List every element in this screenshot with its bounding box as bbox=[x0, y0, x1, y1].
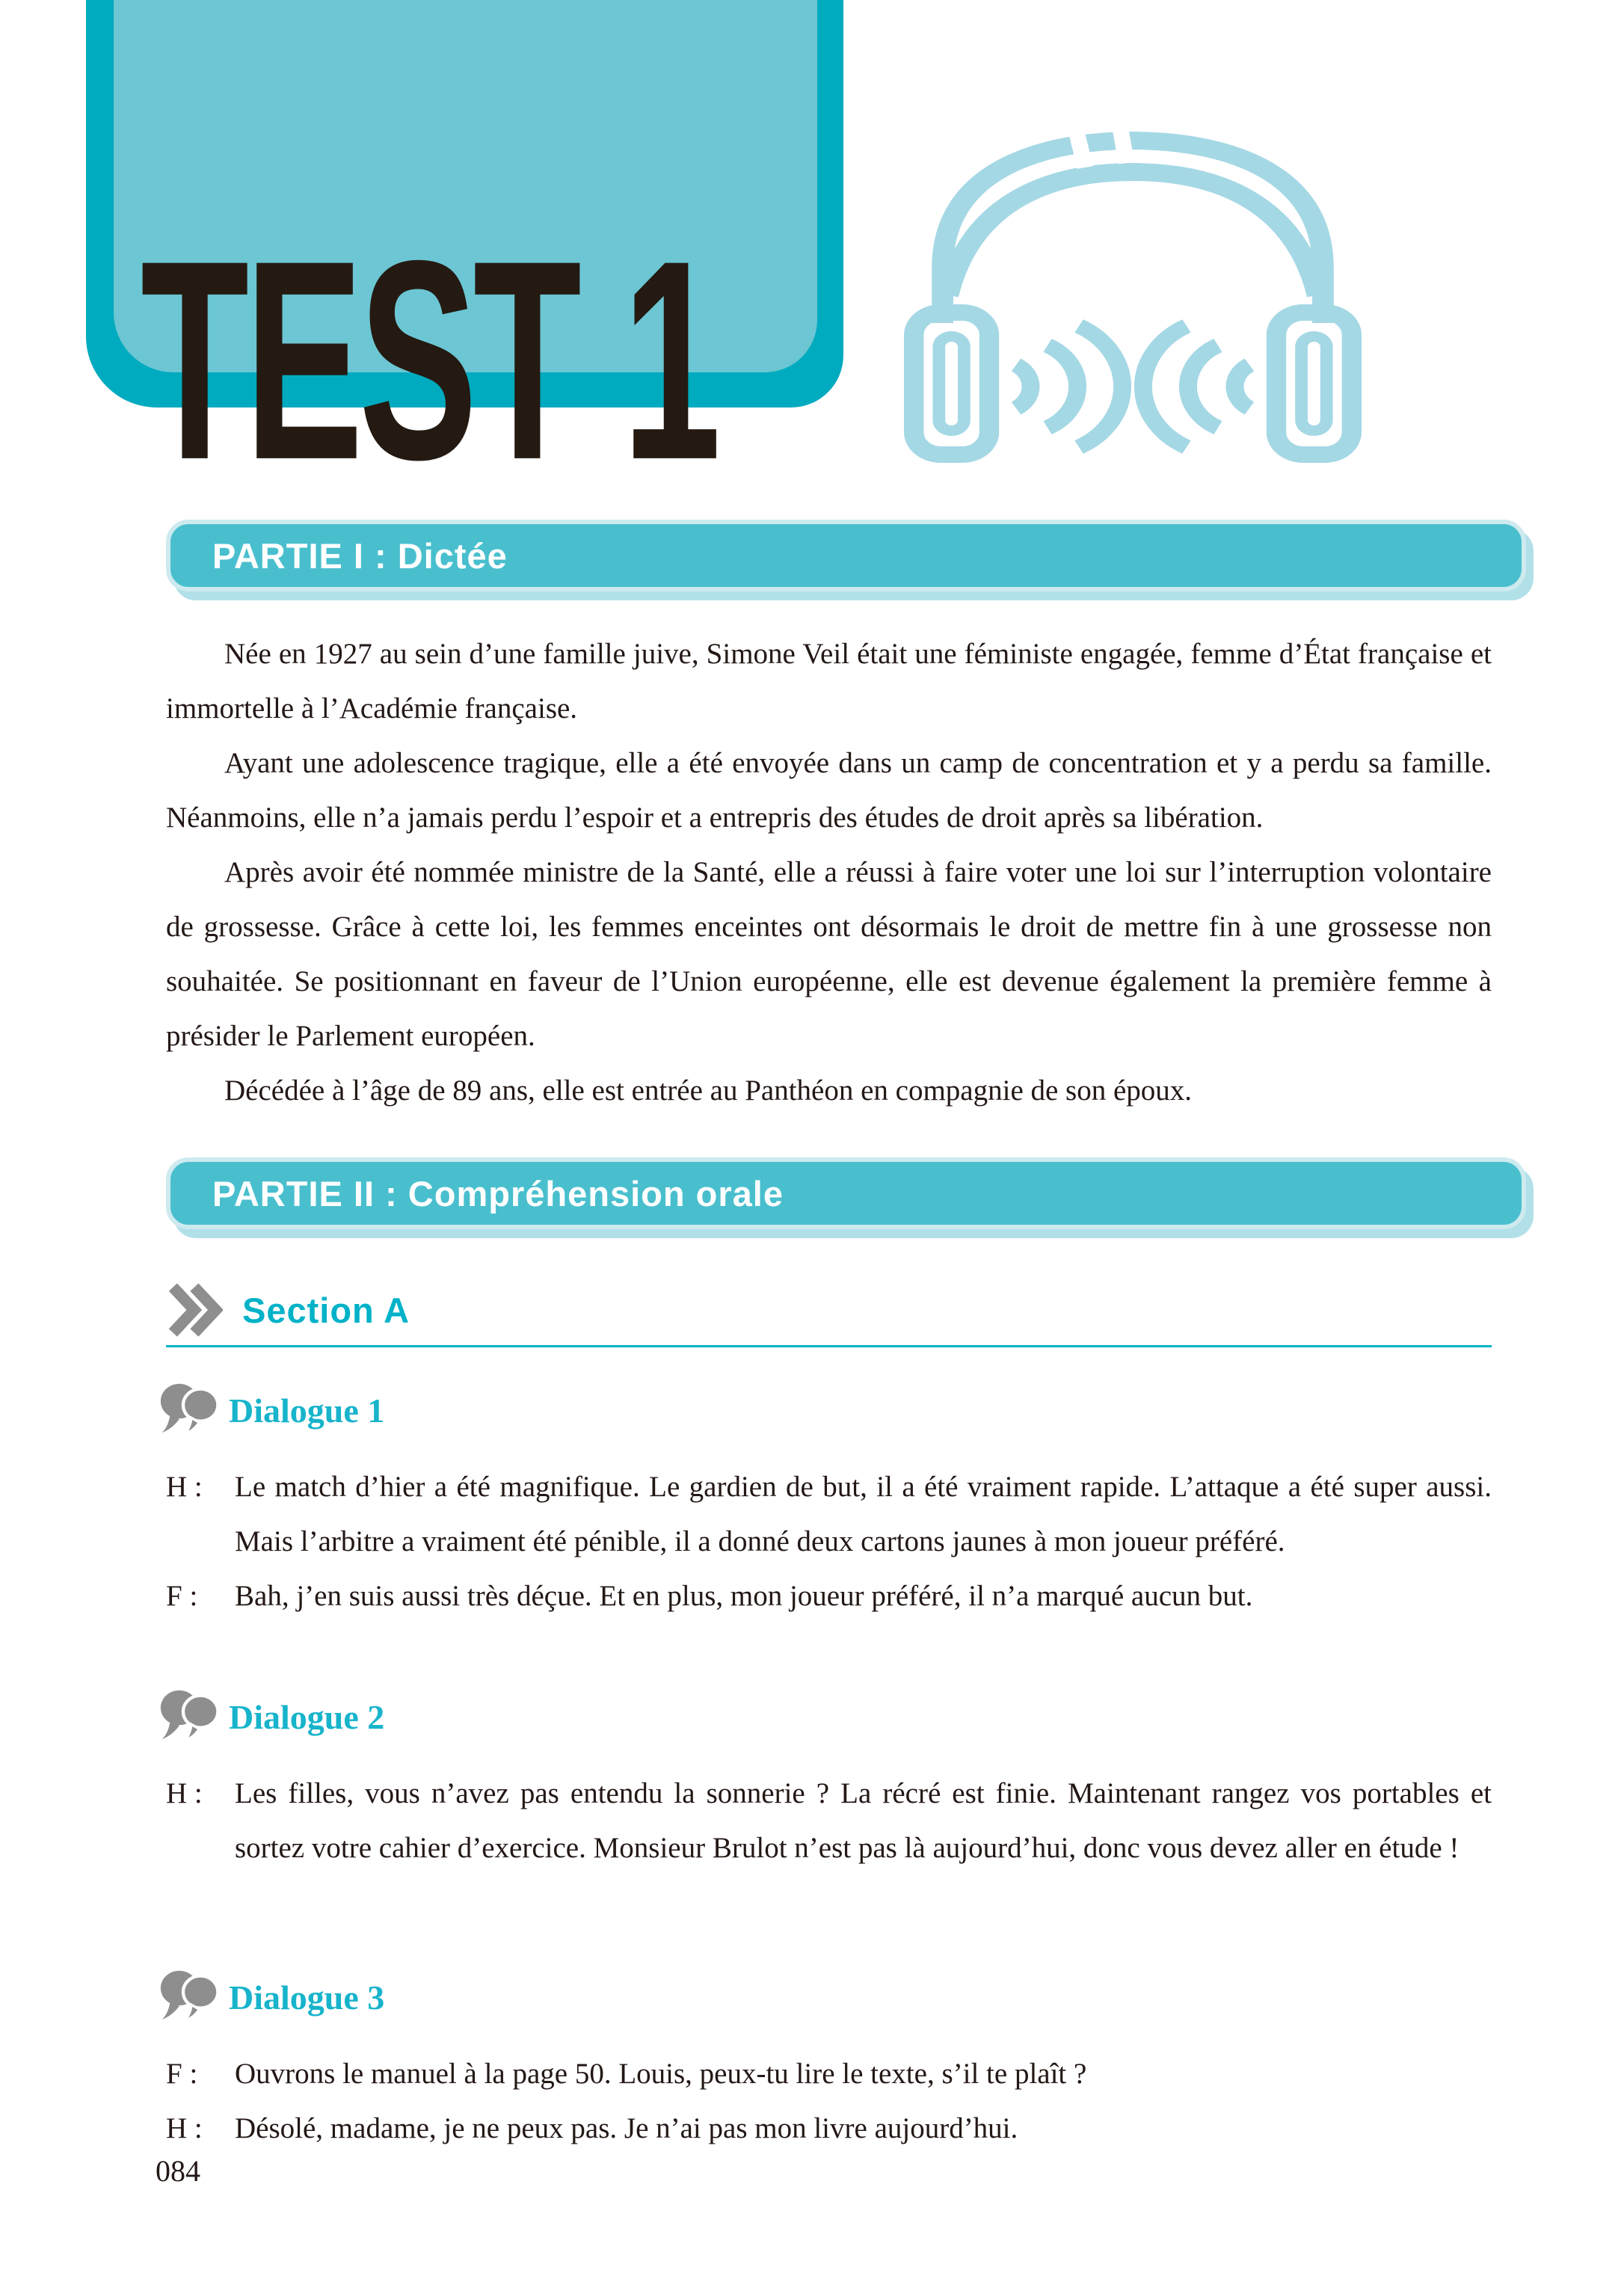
speech-bubbles-icon bbox=[160, 1688, 224, 1745]
dialogue3-text bbox=[166, 2046, 1492, 2156]
dialogue-title: Dialogue 2 bbox=[229, 1697, 385, 1736]
speaker-label: F : bbox=[166, 2058, 198, 2090]
dictee-paragraph: Née en 1927 au sein d’une famille juive, Simone Veil était une féministe engagée, femme d’État française et immortelle à l’Académie française. bbox=[166, 638, 1492, 725]
turn-text: Le match d’hier a été magnifique. Le gardien de but, il a été vraiment rapide. L’attaque a été super aussi. Mais l’arbitre a vraiment été pénible, il a donné deux cartons jaunes à mon joueur préféré. bbox=[235, 1471, 1492, 1557]
page-number: 084 bbox=[156, 2154, 200, 2188]
section-title: Section A bbox=[242, 1290, 410, 1330]
dictee-paragraph: Ayant une adolescence tragique, elle a été envoyée dans un camp de concentration et y a perdu sa famille. Néanmoins, elle n’a jamais perdu l’espoir et a entrepris des études de droit après sa libération. bbox=[166, 747, 1492, 834]
speaker-label: F : bbox=[166, 1580, 198, 1612]
dialogue-turn bbox=[166, 2046, 1492, 2101]
dialogue2-text bbox=[166, 1766, 1492, 1875]
dialogue1-heading bbox=[160, 1382, 384, 1439]
dialogue-title: Dialogue 1 bbox=[229, 1391, 385, 1430]
partie2-title: PARTIE II : Compréhension orale bbox=[212, 1173, 784, 1214]
dialogue-title: Dialogue 3 bbox=[229, 1978, 385, 2017]
dictee-paragraph: Décédée à l’âge de 89 ans, elle est entrée au Panthéon en compagnie de son époux. bbox=[224, 1074, 1193, 1107]
speaker-label: H : bbox=[166, 1471, 203, 1503]
section-a-heading bbox=[163, 1280, 410, 1340]
turn-text: Ouvrons le manuel à la page 50. Louis, peux-tu lire le texte, s’il te plaît ? bbox=[235, 2058, 1087, 2090]
turn-text: Désolé, madame, je ne peux pas. Je n’ai pas mon livre aujourd’hui. bbox=[235, 2112, 1018, 2144]
dialogue-turn bbox=[166, 1766, 1492, 1875]
partie2-banner bbox=[166, 1157, 1526, 1229]
speech-bubbles-icon bbox=[160, 1382, 224, 1439]
section-divider bbox=[166, 1345, 1492, 1347]
dialogue-turn bbox=[166, 1569, 1492, 1623]
speaker-label: H : bbox=[166, 2112, 203, 2144]
dialogue-turn bbox=[166, 1460, 1492, 1569]
double-chevron-icon bbox=[163, 1280, 223, 1340]
test-title: TEST 1 bbox=[141, 200, 717, 519]
turn-text: Les filles, vous n’avez pas entendu la sonnerie ? La récré est finie. Maintenant rangez vos portables et sortez votre cahier d’exercice. Monsieur Brulot n’est pas là aujourd’hui, donc vous devez aller en étude ! bbox=[235, 1777, 1492, 1864]
turn-text: Bah, j’en suis aussi très déçue. Et en plus, mon joueur préféré, il n’a marqué aucun but. bbox=[235, 1580, 1253, 1612]
partie1-title: PARTIE I : Dictée bbox=[212, 535, 508, 576]
dialogue2-heading bbox=[160, 1688, 384, 1745]
headphones-icon bbox=[864, 75, 1402, 479]
dialogue-turn bbox=[166, 2101, 1492, 2156]
dictee-paragraph: Après avoir été nommée ministre de la Santé, elle a réussi à faire voter une loi sur l’interruption volontaire de grossesse. Grâce à cette loi, les femmes enceintes ont désormais le droit de mettre fin à une grossesse non souhaitée. Se positionnant en faveur de l’Union européenne, elle est devenue également la première femme à présider le Parlement européen. bbox=[166, 856, 1492, 1052]
speaker-label: H : bbox=[166, 1777, 203, 1809]
dialogue3-heading bbox=[160, 1969, 384, 2026]
dictee-text bbox=[166, 627, 1492, 1118]
speech-bubbles-icon bbox=[160, 1969, 224, 2026]
partie1-banner bbox=[166, 520, 1526, 591]
dialogue1-text bbox=[166, 1460, 1492, 1623]
